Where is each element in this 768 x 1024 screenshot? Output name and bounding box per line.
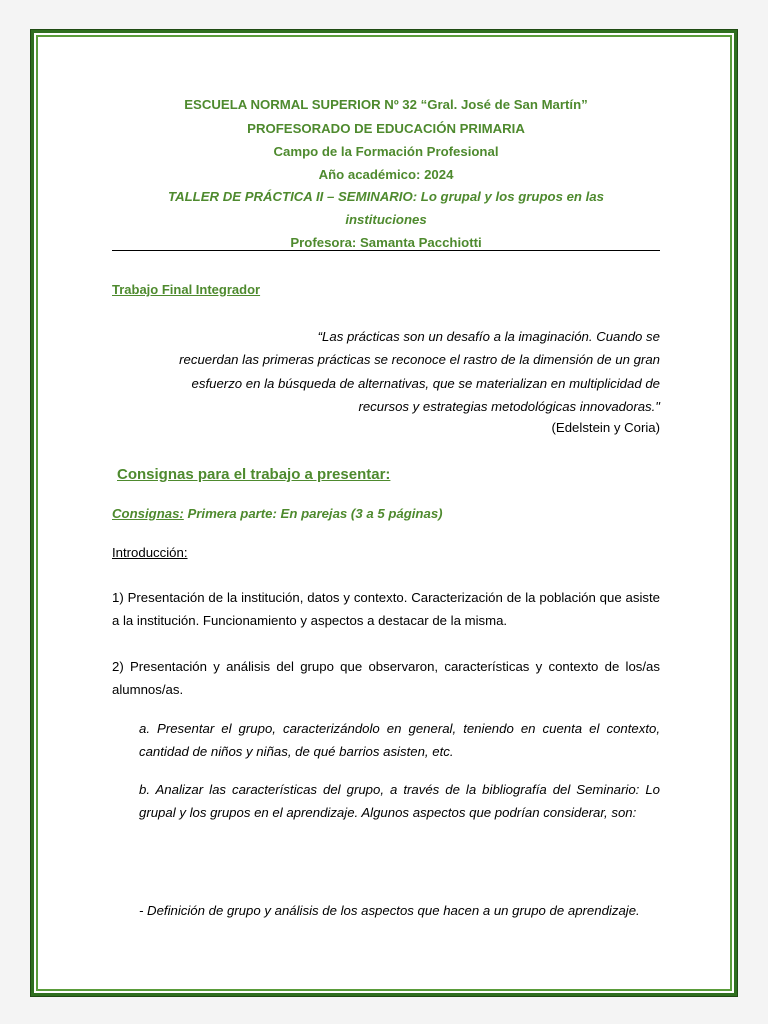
quote-line: esfuerzo en la búsqueda de alternativas, que se materializan en multiplicidad de (191, 375, 660, 391)
program-name: PROFESORADO DE EDUCACIÓN PRIMARIA (247, 121, 525, 136)
quote-line: “Las prácticas son un desafío a la imaginación. Cuando se (317, 329, 660, 344)
section-title-text: Consignas para el trabajo a presentar: (117, 466, 391, 483)
paragraph-2: 2) Presentación y análisis del grupo que observaron, características y contexto de los/as alumnos/as. (112, 659, 660, 698)
course-title-line2: instituciones (345, 212, 427, 227)
field-name: Campo de la Formación Profesional (273, 144, 499, 159)
page-frame (31, 30, 737, 996)
quote-citation: (Edelstein y Coria) (551, 420, 660, 435)
document-subtitle: Trabajo Final Integrador (112, 282, 261, 297)
consignas-text: Primera parte: En parejas (3 a 5 páginas) (183, 506, 443, 521)
professor-name: Profesora: Samanta Pacchiotti (290, 235, 482, 250)
consignas-label: Consignas: (112, 506, 184, 521)
item-a: a. Presentar el grupo, caracterizándolo en general, teniendo en cuenta el contexto, cantidad de niños y niñas, de qué barrios asisten, etc. (139, 721, 660, 760)
quote-line: recuerdan las primeras prácticas se reconoce el rastro de la dimensión de un gran (179, 352, 660, 368)
header-divider (112, 250, 660, 251)
intro-heading (112, 544, 660, 562)
intro-label: Introducción: (112, 545, 188, 560)
section-title (117, 466, 665, 484)
academic-year: Año académico: 2024 (318, 167, 454, 182)
paragraph-1: 1) Presentación de la institución, datos y contexto. Caracterización de la población que asiste a la institución. Funcionamiento y aspectos a destacar de la misma. (112, 590, 660, 629)
quote-line: recursos y estrategias metodológicas innovadoras." (358, 398, 660, 414)
item-b: b. Analizar las características del grupo, a través de la bibliografía del Seminario: Lo grupal y los grupos en el aprendizaje. Algunos aspectos que podrían considerar, son: (139, 782, 660, 821)
epigraph-quote (112, 325, 660, 418)
course-title-line1: TALLER DE PRÁCTICA II – SEMINARIO: Lo grupal y los grupos en las (168, 189, 604, 204)
school-name: ESCUELA NORMAL SUPERIOR Nº 32 “Gral. José de San Martín” (184, 97, 588, 112)
consignas-heading (112, 506, 660, 521)
bullet-item: - Definición de grupo y análisis de los aspectos que hacen a un grupo de aprendizaje. (139, 903, 640, 918)
